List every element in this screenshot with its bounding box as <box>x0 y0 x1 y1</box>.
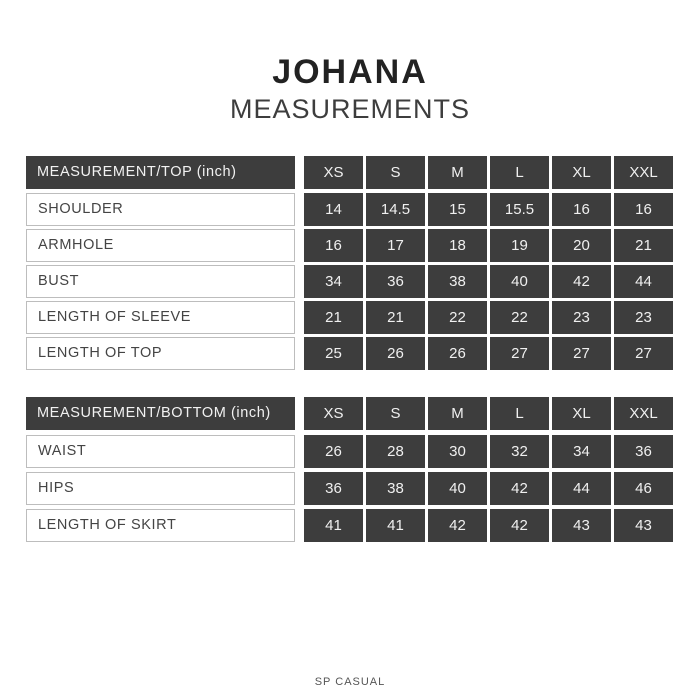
value-cell: 27 <box>614 337 673 370</box>
size-header: XXL <box>614 156 673 189</box>
value-cell: 26 <box>304 435 363 468</box>
value-cell: 40 <box>428 472 487 505</box>
table-row <box>26 193 676 226</box>
value-cell: 34 <box>552 435 611 468</box>
size-header: XS <box>304 397 363 430</box>
value-cell: 38 <box>428 265 487 298</box>
value-cell: 41 <box>304 509 363 542</box>
page-subtitle: MEASUREMENTS <box>229 94 471 124</box>
value-cell: 15.5 <box>490 193 549 226</box>
value-cell: 14 <box>304 193 363 226</box>
value-cell: 30 <box>428 435 487 468</box>
size-header: XL <box>552 397 611 430</box>
value-cell: 42 <box>490 509 549 542</box>
value-cell: 44 <box>614 265 673 298</box>
header-label: MEASUREMENT/TOP (inch) <box>26 156 295 189</box>
table-header-row <box>26 397 676 430</box>
bottom-measurement-table <box>26 397 676 542</box>
value-cell: 40 <box>490 265 549 298</box>
size-header: XL <box>552 156 611 189</box>
header-label: MEASUREMENT/BOTTOM (inch) <box>26 397 295 430</box>
value-cell: 16 <box>552 193 611 226</box>
row-label: SHOULDER <box>26 193 295 226</box>
table-row <box>26 301 676 334</box>
size-header: XS <box>304 156 363 189</box>
value-cell: 42 <box>490 472 549 505</box>
row-label: BUST <box>26 265 295 298</box>
table-row <box>26 265 676 298</box>
row-label: LENGTH OF TOP <box>26 337 295 370</box>
value-cell: 46 <box>614 472 673 505</box>
size-header: S <box>366 156 425 189</box>
value-cell: 36 <box>304 472 363 505</box>
size-header: L <box>490 156 549 189</box>
value-cell: 23 <box>614 301 673 334</box>
value-cell: 19 <box>490 229 549 262</box>
value-cell: 15 <box>428 193 487 226</box>
value-cell: 26 <box>428 337 487 370</box>
size-header: L <box>490 397 549 430</box>
value-cell: 42 <box>552 265 611 298</box>
value-cell: 34 <box>304 265 363 298</box>
table-header-row <box>26 156 676 189</box>
table-row <box>26 229 676 262</box>
size-header: S <box>366 397 425 430</box>
value-cell: 21 <box>614 229 673 262</box>
value-cell: 44 <box>552 472 611 505</box>
value-cell: 27 <box>490 337 549 370</box>
value-cell: 16 <box>304 229 363 262</box>
row-label: HIPS <box>26 472 295 505</box>
page-title: JOHANA <box>272 53 428 91</box>
value-cell: 43 <box>614 509 673 542</box>
top-measurement-table <box>26 156 676 370</box>
value-cell: 16 <box>614 193 673 226</box>
size-header: M <box>428 156 487 189</box>
value-cell: 41 <box>366 509 425 542</box>
value-cell: 26 <box>366 337 425 370</box>
row-label: LENGTH OF SKIRT <box>26 509 295 542</box>
value-cell: 42 <box>428 509 487 542</box>
size-header: M <box>428 397 487 430</box>
value-cell: 23 <box>552 301 611 334</box>
value-cell: 28 <box>366 435 425 468</box>
value-cell: 21 <box>304 301 363 334</box>
value-cell: 36 <box>614 435 673 468</box>
row-label: LENGTH OF SLEEVE <box>26 301 295 334</box>
value-cell: 18 <box>428 229 487 262</box>
value-cell: 38 <box>366 472 425 505</box>
table-row <box>26 509 676 542</box>
value-cell: 22 <box>490 301 549 334</box>
value-cell: 36 <box>366 265 425 298</box>
size-header: XXL <box>614 397 673 430</box>
row-label: WAIST <box>26 435 295 468</box>
value-cell: 22 <box>428 301 487 334</box>
value-cell: 32 <box>490 435 549 468</box>
table-row <box>26 435 676 468</box>
value-cell: 43 <box>552 509 611 542</box>
value-cell: 27 <box>552 337 611 370</box>
table-row <box>26 337 676 370</box>
table-row <box>26 472 676 505</box>
value-cell: 20 <box>552 229 611 262</box>
value-cell: 21 <box>366 301 425 334</box>
value-cell: 14.5 <box>366 193 425 226</box>
value-cell: 17 <box>366 229 425 262</box>
brand-footer: SP CASUAL <box>314 676 386 688</box>
row-label: ARMHOLE <box>26 229 295 262</box>
value-cell: 25 <box>304 337 363 370</box>
